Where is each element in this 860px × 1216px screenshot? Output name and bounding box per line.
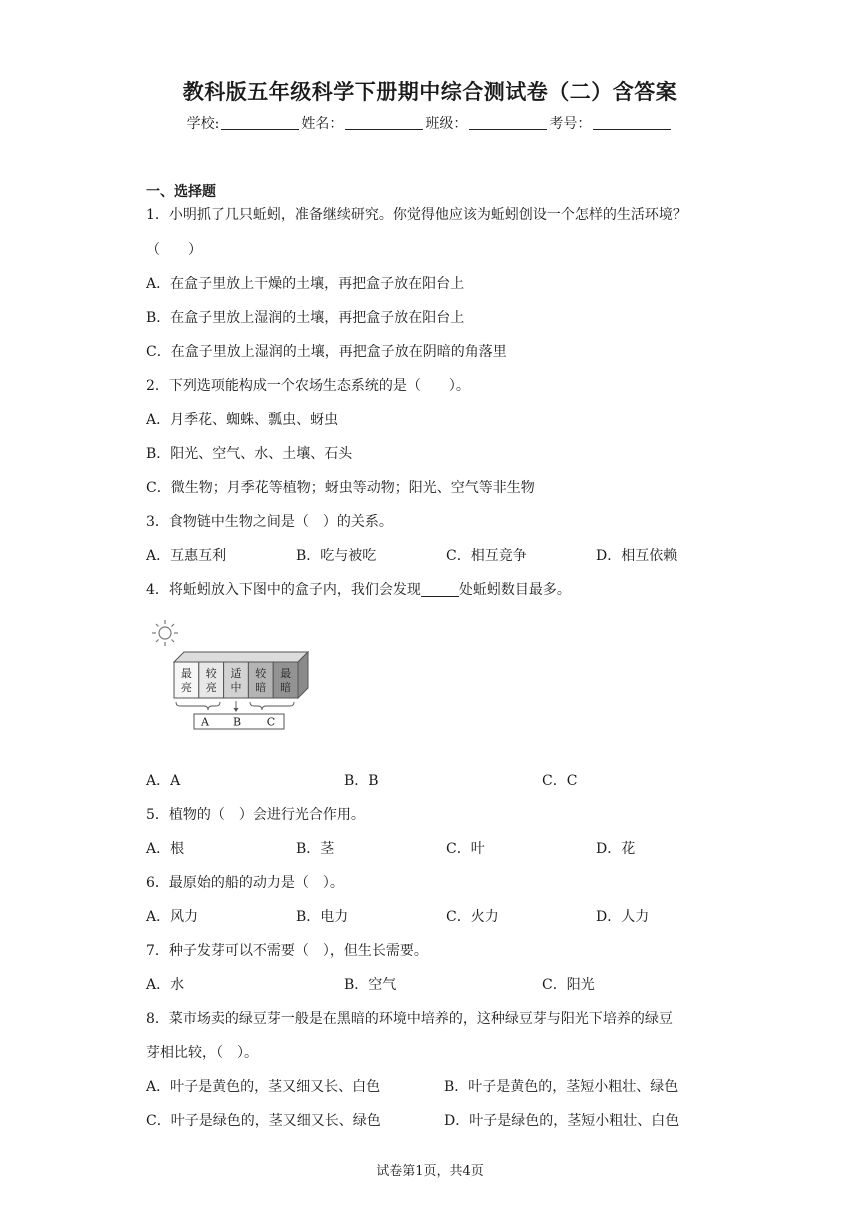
q4-stem-after: 处蚯蚓数目最多。 (458, 582, 571, 598)
q8-option-d: D．叶子是绿色的，茎短小粗壮、白色 (444, 1113, 680, 1129)
box-label-c: C (266, 715, 276, 729)
q7-option-a: A．水 (146, 977, 185, 993)
q3-stem: 3．食物链中生物之间是（ ）的关系。 (146, 514, 393, 530)
q3-option-d: D．相互依赖 (596, 548, 678, 564)
box-label-darkest-1: 最 (280, 667, 292, 680)
q6-option-d: D．人力 (596, 909, 650, 925)
q5-option-c: C．叶 (446, 841, 485, 857)
q1-paren: （ ） (146, 242, 202, 258)
box-label-dark-2: 暗 (255, 681, 267, 694)
q2-option-b: B．阳光、空气、水、土壤、石头 (146, 446, 353, 462)
q7-option-c: C．阳光 (542, 977, 595, 993)
box-label-brightest-2: 亮 (180, 681, 192, 694)
q4-stem (146, 580, 571, 600)
page-footer: 试卷第1页，共4页 (376, 1164, 484, 1179)
section-title-choice: 一、选择题 (146, 184, 216, 200)
earthworm-box-figure (150, 618, 320, 736)
school-label: 学校: (186, 116, 220, 132)
q8-stem-line1: 8．菜市场卖的绿豆芽一般是在黑暗的环境中培养的，这种绿豆芽与阳光下培养的绿豆 (146, 1011, 673, 1027)
q6-stem: 6．最原始的船的动力是（ ）。 (146, 875, 344, 891)
q5-option-a: A．根 (146, 841, 185, 857)
q1-option-b: B．在盒子里放上湿润的土壤，再把盒子放在阳台上 (146, 310, 465, 326)
name-blank[interactable] (345, 115, 423, 130)
q4-option-c: C．C (542, 773, 578, 789)
box-label-medium-2: 中 (230, 681, 242, 694)
q3-option-b: B．吃与被吃 (296, 548, 377, 564)
box-label-b: B (232, 715, 242, 729)
q5-option-b: B．茎 (296, 841, 335, 857)
q4-stem-before: 4．将蚯蚓放入下图中的盒子内，我们会发现 (146, 582, 421, 598)
q6-option-c: C．火力 (446, 909, 499, 925)
q8-option-c: C．叶子是绿色的，茎又细又长、绿色 (146, 1113, 381, 1129)
class-label: 班级： (425, 116, 468, 132)
exam-no-label: 考号： (549, 116, 592, 132)
q6-option-b: B．电力 (296, 909, 349, 925)
box-label-bright-2: 亮 (205, 681, 217, 694)
box-label-medium-1: 适 (230, 667, 242, 680)
q3-option-c: C．相互竞争 (446, 548, 527, 564)
name-label: 姓名： (301, 116, 344, 132)
q5-stem: 5．植物的（ ）会进行光合作用。 (146, 807, 365, 823)
class-blank[interactable] (469, 115, 547, 130)
q3-option-a: A．互惠互利 (146, 548, 227, 564)
box-label-dark-1: 较 (255, 667, 267, 680)
q1-option-c: C．在盒子里放上湿润的土壤，再把盒子放在阴暗的角落里 (146, 344, 507, 360)
page-title: 教科版五年级科学下册期中综合测试卷（二）含答案 (182, 80, 678, 104)
q7-stem: 7．种子发芽可以不需要（ ），但生长需要。 (146, 943, 428, 959)
student-info-line (0, 113, 860, 133)
sun-icon (152, 620, 178, 646)
q2-option-a: A．月季花、蜘蛛、瓢虫、蚜虫 (146, 412, 339, 428)
q7-option-b: B．空气 (344, 977, 397, 993)
box-label-darkest-2: 暗 (280, 681, 292, 694)
q4-answer-blank[interactable] (421, 582, 459, 597)
box-label-bright-1: 较 (205, 667, 217, 680)
box-label-a: A (201, 715, 209, 729)
q4-option-b: B．B (344, 773, 379, 789)
q2-option-c: C．微生物；月季花等植物；蚜虫等动物；阳光、空气等非生物 (146, 480, 535, 496)
q8-option-a: A．叶子是黄色的，茎又细又长、白色 (146, 1079, 381, 1095)
q1-stem: 1．小明抓了几只蚯蚓，准备继续研究。你觉得他应该为蚯蚓创设一个怎样的生活环境？ (146, 207, 687, 223)
school-blank[interactable] (221, 115, 299, 130)
q2-stem: 2．下列选项能构成一个农场生态系统的是（ ）。 (146, 378, 470, 394)
q8-stem-line2: 芽相比较，（ ）。 (146, 1045, 258, 1061)
q4-option-a: A．A (146, 773, 181, 789)
q6-option-a: A．风力 (146, 909, 199, 925)
box-label-brightest-1: 最 (180, 667, 192, 680)
q5-option-d: D．花 (596, 841, 636, 857)
exam-no-blank[interactable] (593, 115, 671, 130)
q1-option-a: A．在盒子里放上干燥的土壤，再把盒子放在阳台上 (146, 276, 465, 292)
q8-option-b: B．叶子是黄色的，茎短小粗壮、绿色 (444, 1079, 679, 1095)
